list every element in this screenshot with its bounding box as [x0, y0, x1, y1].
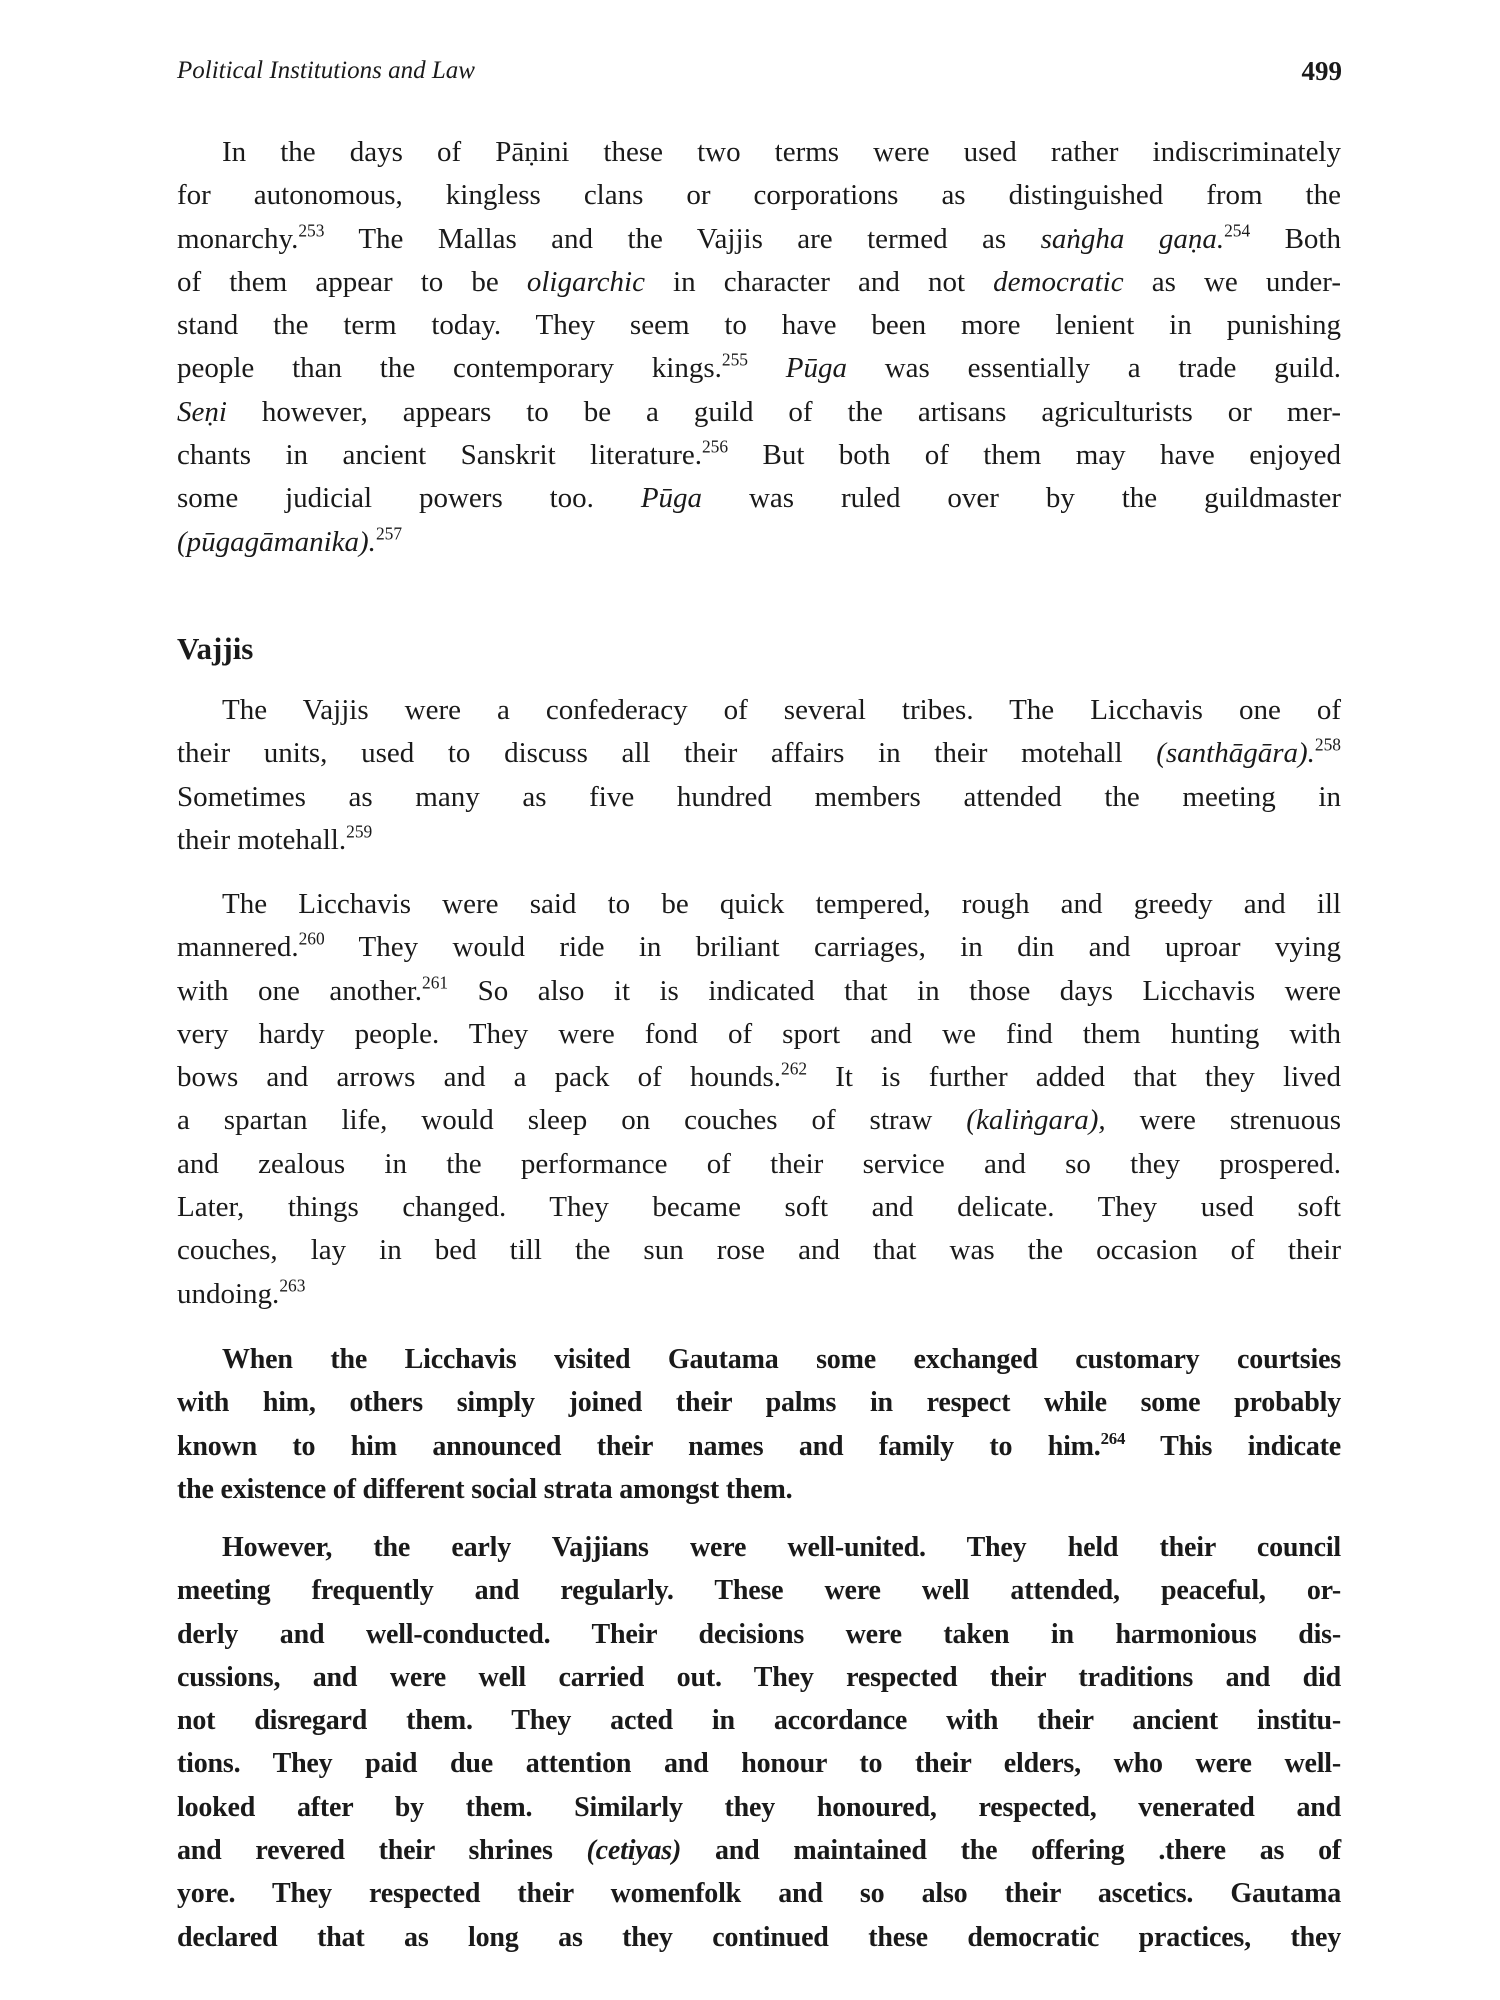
text-line [177, 174, 1341, 217]
paragraph-panini [177, 131, 1341, 564]
text-run: When the Licchavis visited Gautama some exchanged customary courtsies [222, 1344, 1341, 1375]
text-run: people than the contemporary kings. [177, 352, 722, 385]
italic-term: Pūga [640, 482, 703, 515]
italic-term: oligarchic [526, 265, 645, 298]
text-run: So also it is indicated that in those days Licchavis were [448, 974, 1341, 1007]
text-run: This indicate [1125, 1430, 1341, 1462]
italic-term: (kaliṅgara), [966, 1104, 1106, 1137]
text-run: derly and well-conducted. Their decisions were taken in harmonious dis- [177, 1618, 1341, 1650]
text-run: some judicial powers too. [177, 482, 641, 515]
footnote-marker: 260 [298, 929, 325, 949]
text-run: chants in ancient Sanskrit literature. [177, 439, 702, 472]
paragraph-confederacy [177, 689, 1341, 862]
footnote-marker: 264 [1100, 1428, 1126, 1448]
text-run: declared that as long as they continued these democratic practices, they [177, 1921, 1341, 1953]
italic-term: saṅgha gaṇa. [1040, 222, 1225, 255]
footnote-marker: 254 [1224, 220, 1251, 241]
text-run: their units, used to discuss all their affairs in their motehall [177, 737, 1157, 770]
text-line [177, 1872, 1341, 1915]
text-line [177, 1829, 1341, 1872]
text-line [177, 304, 1341, 347]
text-line [177, 1013, 1341, 1056]
text-line [177, 732, 1341, 775]
text-run: and revered their shrines [177, 1835, 587, 1867]
italic-term: Pūga [785, 352, 847, 385]
text-run: with one another. [177, 974, 423, 1007]
text-run: in character and not [644, 265, 994, 298]
text-run: The Vajjis were a confederacy of several tribes. The Licchavis one of [222, 694, 1341, 726]
text-line [177, 1273, 1341, 1316]
text-line [177, 1381, 1341, 1424]
text-line [177, 1056, 1341, 1099]
paragraph-licchavis-character [177, 883, 1341, 1316]
text-run: bows and arrows and a pack of hounds. [177, 1061, 781, 1094]
footnote-marker: 258 [1314, 735, 1341, 755]
text-line [177, 347, 1341, 390]
text-line [177, 434, 1341, 477]
text-run: known to him announced their names and family to him. [177, 1430, 1101, 1462]
page-number: 499 [1301, 56, 1342, 86]
text-run: stand the term today. They seem to have been more lenient in punishing [177, 309, 1341, 342]
text-run: couches, lay in bed till the sun rose and that was the occasion of their [177, 1234, 1341, 1267]
text-line [177, 477, 1341, 520]
text-run: very hardy people. They were fond of sport and we find them hunting with [177, 1017, 1341, 1050]
italic-term: democratic [993, 265, 1124, 298]
text-run: and zealous in the performance of their service and so they prospered. [177, 1147, 1341, 1180]
text-run: It is further added that they lived [807, 1061, 1341, 1094]
text-run: their motehall. [177, 823, 347, 856]
text-line [177, 131, 1341, 174]
text-run: They would ride in briliant carriages, in din and uproar vying [324, 931, 1341, 964]
text-line [177, 970, 1341, 1013]
text-run: looked after by them. Similarly they honoured, respected, venerated and [177, 1791, 1341, 1823]
text-run: was ruled over by the guildmaster [702, 482, 1341, 515]
footnote-marker: 256 [701, 436, 729, 457]
paragraph-vajjian-unity [177, 1526, 1341, 1959]
running-header-title: Political Institutions and Law [177, 57, 475, 84]
text-line [177, 1569, 1341, 1612]
text-run: however, appears to be a guild of the artisans agriculturists or mer- [226, 395, 1341, 428]
text-run: However, the early Vajjians were well-united. They held their council [222, 1532, 1341, 1563]
section-heading: Vajjis [177, 631, 254, 666]
text-run: But both of them may have enjoyed [728, 439, 1341, 472]
text-run: cussions, and were well carried out. They respected their traditions and did [177, 1661, 1341, 1693]
text-run: a spartan life, would sleep on couches of straw [177, 1104, 967, 1137]
footnote-marker: 261 [422, 972, 449, 993]
text-line [177, 261, 1341, 304]
text-line [177, 1786, 1341, 1829]
text-run: of them appear to be [177, 265, 527, 298]
text-line [177, 1143, 1341, 1186]
text-line [177, 819, 1341, 862]
footnote-marker: 255 [721, 350, 748, 371]
text-run: monarchy. [177, 222, 299, 255]
text-line [177, 1338, 1341, 1381]
text-run: yore. They respected their womenfolk and so also their ascetics. Gautama [177, 1878, 1341, 1910]
footnote-marker: 259 [346, 821, 373, 842]
text-line [177, 521, 1341, 564]
italic-term: (santhāgāra). [1156, 737, 1315, 770]
text-run: meeting frequently and regularly. These were well attended, peaceful, or- [177, 1575, 1341, 1607]
text-run: The Licchavis were said to be quick tempered, rough and greedy and ill [222, 888, 1341, 920]
text-line [177, 1699, 1341, 1742]
text-run [748, 352, 786, 384]
text-run: and maintained the offering .there as of [681, 1835, 1341, 1867]
text-line [177, 926, 1341, 969]
text-line [177, 1742, 1341, 1785]
text-run: Sometimes as many as five hundred members attended the meeting in [177, 780, 1341, 813]
text-line [177, 1229, 1341, 1272]
text-run: for autonomous, kingless clans or corporations as distinguished from the [177, 179, 1341, 212]
text-run: were strenuous [1105, 1104, 1341, 1137]
text-run: Both [1250, 222, 1341, 255]
italic-term: (pūgagāmanika). [177, 525, 376, 558]
text-line [177, 1613, 1341, 1656]
text-run: not disregard them. They acted in accordance with their ancient institu- [177, 1705, 1341, 1737]
text-line [177, 1468, 1341, 1511]
text-line [177, 689, 1341, 732]
italic-term: Seṇi [177, 395, 227, 428]
text-line [177, 776, 1341, 819]
text-run: The Mallas and the Vajjis are termed as [324, 222, 1041, 255]
text-run: with him, others simply joined their palms in respect while some probably [177, 1387, 1341, 1419]
text-run: Later, things changed. They became soft and delicate. They used soft [177, 1191, 1341, 1224]
text-line [177, 1526, 1341, 1569]
text-run: undoing. [177, 1277, 280, 1310]
footnote-marker: 257 [375, 523, 403, 544]
text-run: the existence of different social strata amongst them. [177, 1473, 793, 1505]
text-run: tions. They paid due attention and honour to their elders, who were well- [177, 1748, 1341, 1780]
text-line [177, 391, 1341, 434]
paragraph-gautama-visit [177, 1338, 1341, 1511]
text-line [177, 1916, 1341, 1959]
text-run: mannered. [177, 931, 299, 964]
italic-term: (cetiyas) [586, 1835, 682, 1867]
text-line [177, 1099, 1341, 1142]
footnote-marker: 262 [781, 1058, 808, 1079]
text-line [177, 1186, 1341, 1229]
text-line [177, 883, 1341, 926]
text-run: as we under- [1123, 265, 1341, 298]
footnote-marker: 253 [298, 220, 325, 241]
text-run: was essentially a trade guild. [846, 352, 1342, 385]
footnote-marker: 263 [279, 1275, 306, 1296]
text-line [177, 218, 1341, 261]
text-line [177, 1656, 1341, 1699]
text-line [177, 1425, 1341, 1468]
text-run: In the days of Pāṇini these two terms were used rather indiscriminately [222, 136, 1341, 168]
